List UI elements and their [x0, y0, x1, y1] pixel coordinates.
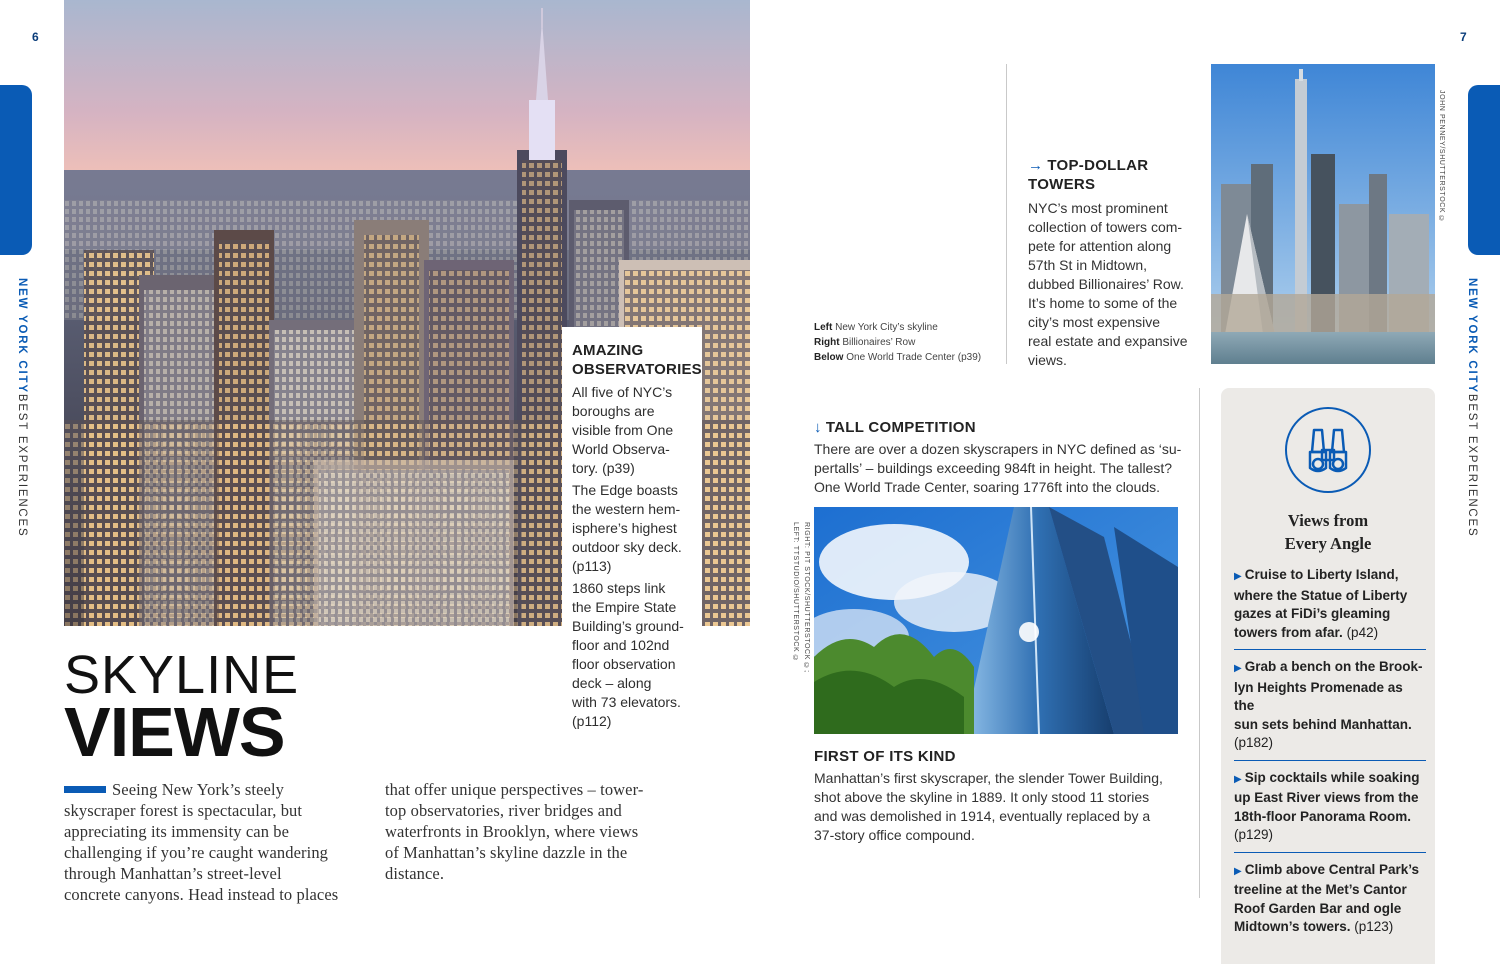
- caption-left: [814, 320, 994, 335]
- credit-line: LEFT: TTSTUDIO/SHUTTERSTOCK ©: [792, 522, 799, 663]
- margin-label-left: [16, 278, 28, 537]
- list-divider: [1234, 760, 1426, 761]
- photo-captions: [814, 320, 994, 365]
- list-item: [1234, 769, 1426, 845]
- triangle-bullet-icon: ▶: [1234, 571, 1242, 582]
- page-number-left: 6: [32, 30, 39, 44]
- observatories-line: the Empire State: [572, 599, 677, 615]
- intro-line: distance.: [385, 864, 445, 883]
- intro-col-1: [64, 779, 374, 905]
- observatories-panel: [572, 341, 702, 731]
- top-dollar-section: [1028, 156, 1198, 370]
- top-dollar-line: pete for attention along: [1028, 238, 1172, 254]
- observatories-line: (p112): [572, 713, 612, 729]
- tall-line: There are over a dozen skyscrapers in NYC defined as ‘su-: [814, 441, 1182, 457]
- intro-line: Seeing New York’s steely: [112, 780, 284, 799]
- tall-competition-title: TALL COMPETITION: [825, 419, 976, 436]
- observatories-line: All five of NYC’s: [572, 384, 673, 400]
- item-ref: (p129): [1234, 827, 1274, 842]
- first-line: shot above the skyline in 1889. It only stood 11 stories: [814, 789, 1150, 805]
- list-item: [1234, 658, 1426, 753]
- caption-text: One World Trade Center (p39): [843, 352, 982, 363]
- item-line: lyn Heights Promenade as the: [1234, 679, 1403, 713]
- caption-text: New York City’s skyline: [832, 322, 938, 333]
- first-of-its-kind-section: [814, 747, 1194, 845]
- tall-line: One World Trade Center, soaring 1776ft into the clouds.: [814, 479, 1161, 495]
- caption-label: Right: [814, 337, 840, 348]
- item-ref: (p182): [1234, 735, 1274, 750]
- item-line: where the Statue of Liberty: [1234, 587, 1408, 603]
- top-dollar-heading-line: TOP-DOLLAR: [1047, 157, 1149, 174]
- arrow-right-icon: →: [1028, 157, 1044, 174]
- views-box: [1221, 388, 1435, 964]
- intro-line: skyscraper forest is spectacular, but: [64, 801, 303, 820]
- item-line: Climb above Central Park’s: [1244, 861, 1420, 877]
- item-line: sun sets behind Manhattan.: [1234, 716, 1412, 732]
- observatories-line: Building’s ground-: [572, 618, 684, 634]
- top-dollar-heading: [1028, 156, 1198, 194]
- triangle-bullet-icon: ▶: [1234, 865, 1242, 877]
- margin-label-bold: NEW YORK CITY: [1466, 278, 1478, 394]
- views-box-title-line: Views from: [1287, 511, 1369, 530]
- list-item: [1234, 861, 1426, 937]
- margin-label-regular: BEST EXPERIENCES: [1466, 393, 1478, 538]
- one-world-trade-center-photo: [814, 507, 1178, 734]
- observatories-line: isphere’s highest: [572, 520, 677, 536]
- observatories-heading-line: OBSERVATORIES: [572, 361, 702, 378]
- first-line: and was demolished in 1914, eventually replaced by a: [814, 808, 1151, 824]
- observatories-line: 1860 steps link: [572, 580, 666, 596]
- margin-label-bold: NEW YORK CITY: [16, 278, 28, 394]
- top-dollar-line: It’s home to some of the: [1028, 295, 1178, 311]
- observatories-line: (p113): [572, 558, 612, 574]
- title-line-2: VIEWS: [64, 693, 285, 771]
- observatories-line: The Edge boasts: [572, 482, 678, 498]
- tall-competition-heading: [814, 418, 1194, 437]
- observatories-line: floor observation: [572, 656, 676, 672]
- tall-competition-section: [814, 418, 1194, 497]
- item-ref: (p123): [1354, 919, 1394, 934]
- observatories-line: boroughs are: [572, 403, 655, 419]
- caption-label: Left: [814, 322, 833, 333]
- credit-line: RIGHT: PIT STOCK/SHUTTERSTOCK ©;: [803, 522, 810, 673]
- observatories-line: the western hem-: [572, 501, 681, 517]
- column-rule-top: [1006, 64, 1007, 364]
- column-rule-right: [1199, 388, 1200, 898]
- top-dollar-line: 57th St in Midtown,: [1028, 257, 1148, 273]
- list-item: [1234, 566, 1426, 642]
- first-of-its-kind-text: [814, 769, 1194, 845]
- photo-credit-right: JOHN PENNEY/SHUTTERSTOCK ©: [1438, 90, 1445, 224]
- top-dollar-line: city’s most expensive: [1028, 314, 1161, 330]
- observatories-line: tory. (p39): [572, 460, 635, 476]
- observatories-text: [572, 383, 694, 731]
- item-line: 18th-floor Panorama Room.: [1234, 808, 1412, 824]
- item-ref: (p42): [1346, 624, 1379, 640]
- caption-below: [814, 350, 994, 365]
- intro-line: waterfronts in Brooklyn, where views: [385, 822, 639, 841]
- top-dollar-line: real estate and expansive: [1028, 333, 1188, 349]
- item-line: Midtown’s towers.: [1234, 919, 1351, 934]
- list-divider: [1234, 649, 1426, 650]
- observatories-line: deck – along: [572, 675, 652, 691]
- first-of-its-kind-heading: FIRST OF ITS KIND: [814, 748, 956, 765]
- observatories-line: floor and 102nd: [572, 637, 670, 653]
- binoculars-icon: [1284, 406, 1372, 494]
- item-line: treeline at the Met’s Cantor: [1234, 882, 1407, 897]
- intro-line: appreciating its immensity can be: [64, 822, 290, 841]
- top-dollar-line: collection of towers com-: [1028, 219, 1183, 235]
- observatories-heading: [572, 341, 702, 379]
- page-number-right: 7: [1460, 30, 1467, 44]
- margin-label-right: [1466, 278, 1478, 537]
- photo-credit-left-stack: [790, 522, 812, 673]
- intro-line: of Manhattan’s skyline dazzle in the: [385, 843, 628, 862]
- tall-competition-text: [814, 440, 1194, 497]
- observatories-line: World Observa-: [572, 441, 670, 457]
- chapter-tab-left: [0, 85, 32, 255]
- intro-line: concrete canyons. Head instead to places: [64, 885, 339, 904]
- item-line: Cruise to Liberty Island,: [1244, 567, 1399, 582]
- chapter-tab-right: [1468, 85, 1500, 255]
- top-dollar-text: [1028, 199, 1198, 370]
- observatories-line: outdoor sky deck.: [572, 539, 682, 555]
- triangle-bullet-icon: ▶: [1234, 773, 1242, 785]
- intro-line: that offer unique perspectives – tower-: [385, 780, 644, 799]
- intro-line: challenging if you’re caught wandering: [64, 843, 329, 862]
- observatories-line: with 73 elevators.: [572, 694, 681, 710]
- title-line-1: SKYLINE: [64, 645, 300, 705]
- views-list: [1234, 566, 1426, 937]
- list-divider: [1234, 852, 1426, 853]
- arrow-down-icon: ↓: [814, 419, 822, 436]
- intro-col-2: [385, 779, 685, 884]
- billionaires-row-photo: [1211, 64, 1435, 364]
- triangle-bullet-icon: ▶: [1234, 663, 1242, 674]
- intro-line: top observatories, river bridges and: [385, 801, 622, 820]
- views-box-title: [1221, 509, 1435, 555]
- caption-label: Below: [814, 352, 844, 363]
- caption-right: [814, 335, 994, 350]
- top-dollar-line: dubbed Billionaires’ Row.: [1028, 276, 1184, 292]
- first-line: Manhattan’s first skyscraper, the slender Tower Building,: [814, 770, 1163, 786]
- top-dollar-line: views.: [1028, 352, 1067, 368]
- observatories-line: visible from One: [572, 422, 674, 438]
- first-line: 37-story office compound.: [814, 827, 975, 843]
- top-dollar-line: NYC’s most prominent: [1028, 200, 1168, 216]
- top-dollar-heading-line: TOWERS: [1028, 176, 1096, 193]
- caption-text: Billionaires’ Row: [839, 337, 916, 348]
- views-box-title-line: Every Angle: [1284, 534, 1372, 553]
- item-line: gazes at FiDi’s gleaming: [1234, 606, 1391, 621]
- item-line: Sip cocktails while soaking: [1244, 769, 1420, 785]
- observatories-heading-line: AMAZING: [572, 342, 644, 359]
- item-line: Roof Garden Bar and ogle: [1234, 900, 1402, 916]
- item-line: Grab a bench on the Brook-: [1244, 659, 1423, 674]
- item-line: up East River views from the: [1234, 790, 1419, 805]
- item-line: towers from afar.: [1234, 624, 1343, 640]
- margin-label-regular: BEST EXPERIENCES: [16, 393, 28, 538]
- intro-line: through Manhattan’s street-level: [64, 864, 282, 883]
- tall-line: pertalls’ – buildings exceeding 984ft in height. The tallest?: [814, 460, 1173, 476]
